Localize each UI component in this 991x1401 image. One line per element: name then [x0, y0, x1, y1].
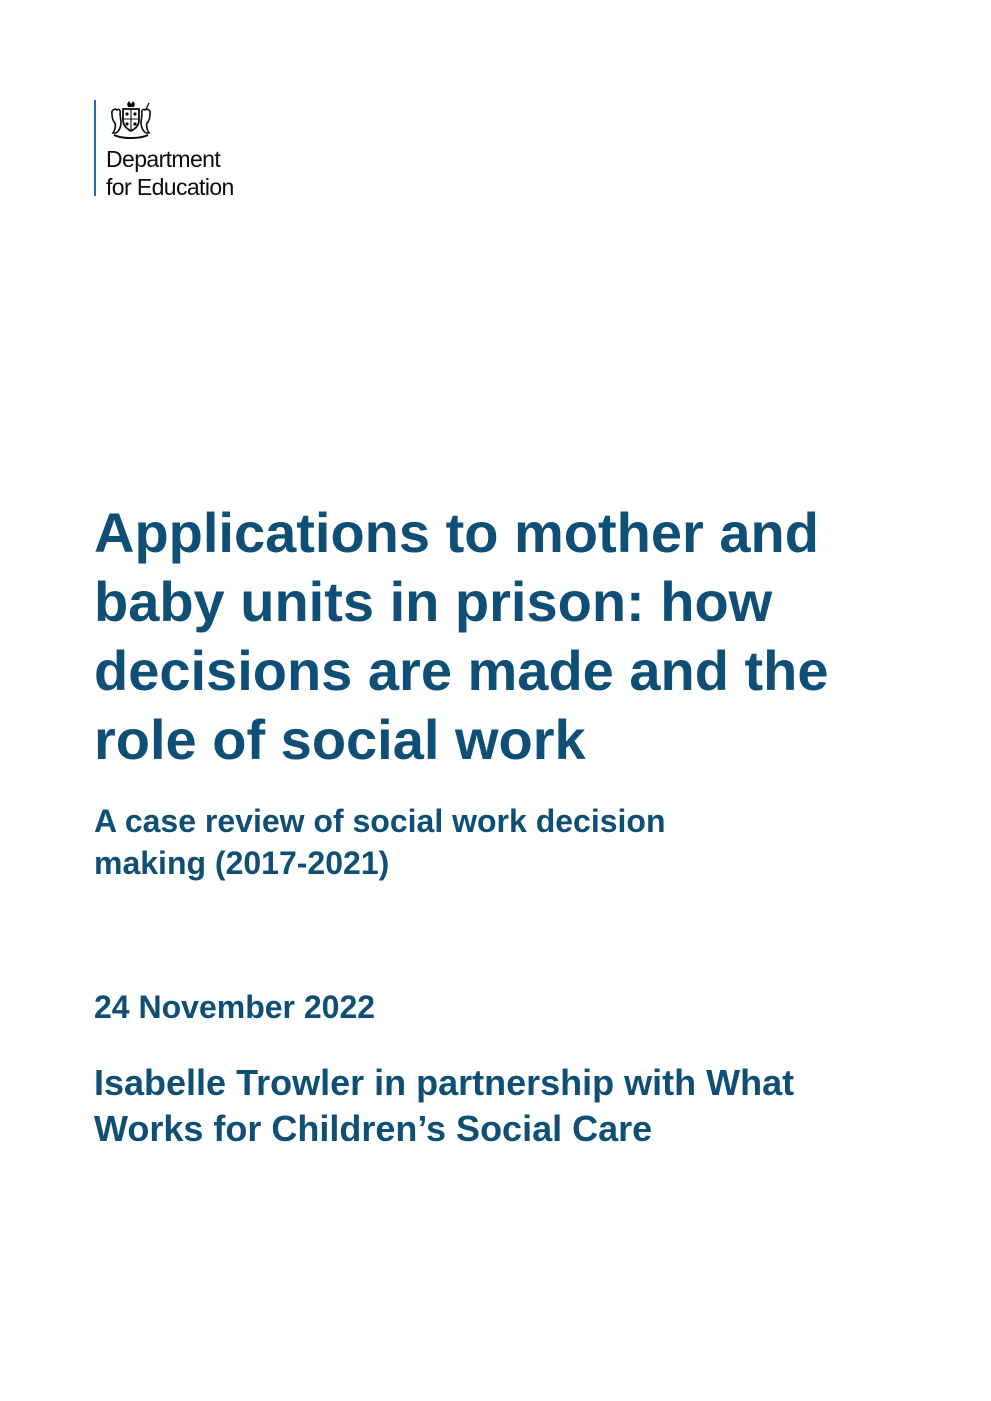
author-line: Works for Children’s Social Care [94, 1108, 653, 1149]
royal-coat-of-arms-icon [108, 100, 154, 140]
document-subtitle [94, 800, 794, 884]
subtitle-line: making (2017-2021) [94, 845, 390, 881]
document-title [94, 498, 914, 774]
title-line: baby units in prison: how [94, 570, 773, 633]
title-line: decisions are made and the [94, 639, 829, 702]
subtitle-line: A case review of social work decision [94, 803, 666, 839]
publication-date: 24 November 2022 [94, 989, 376, 1025]
department-logo [94, 100, 234, 200]
title-line: Applications to mother and [94, 501, 819, 564]
author-line: Isabelle Trowler in partnership with What [94, 1062, 795, 1103]
title-line: role of social work [94, 708, 586, 771]
org-name-line-1: Department [106, 146, 221, 172]
org-name-line-2: for Education [106, 174, 234, 200]
author-credit [94, 1060, 894, 1152]
